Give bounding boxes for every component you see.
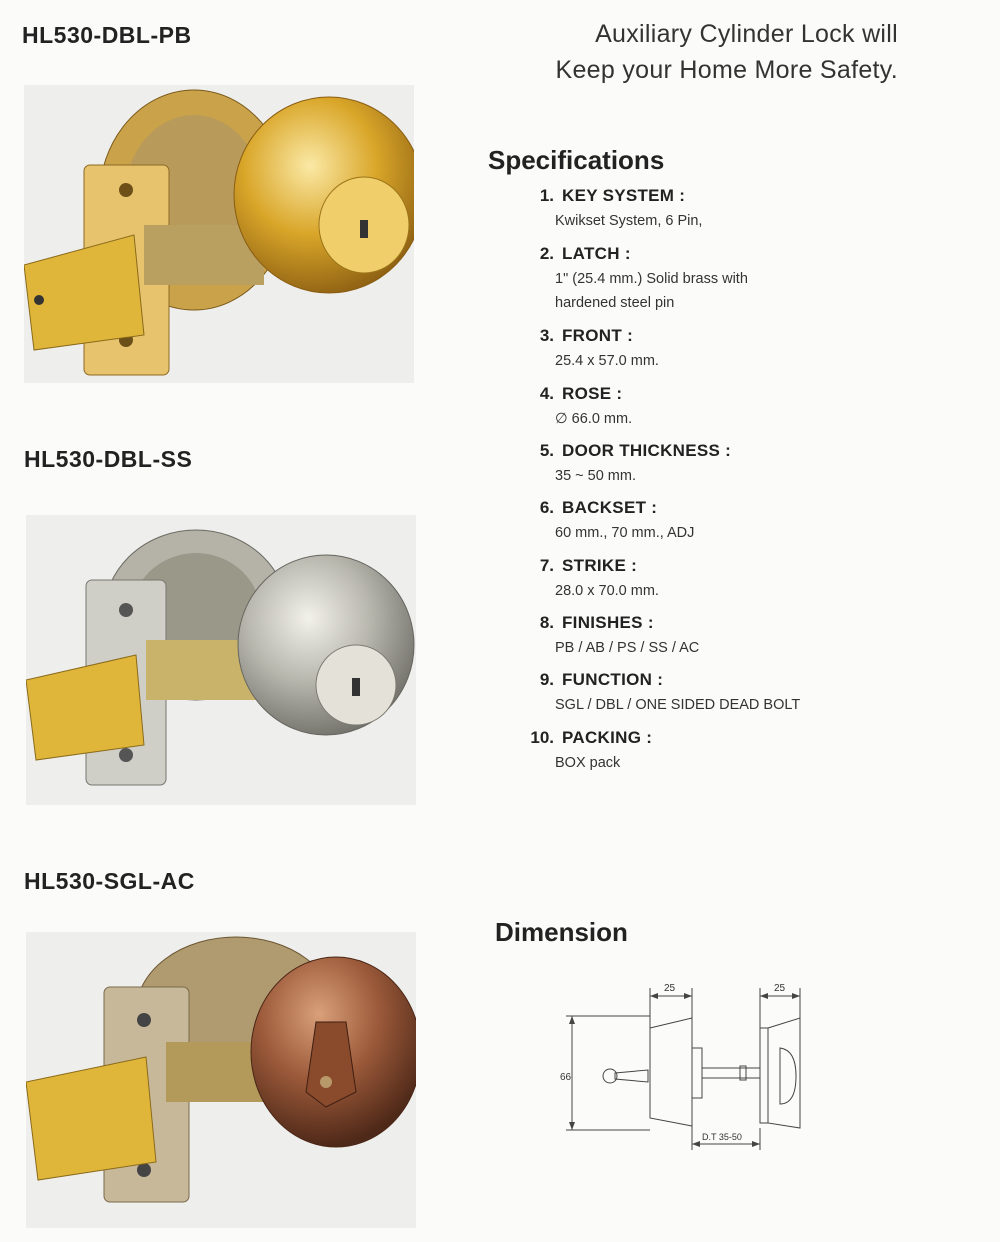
spec-label: LATCH : — [562, 244, 631, 263]
spec-item-latch — [518, 244, 958, 315]
spec-item-rose — [518, 384, 958, 431]
specifications-title: Specifications — [488, 145, 665, 175]
product-model-pb: HL530-DBL-PB — [22, 22, 192, 48]
spec-number: 5. — [539, 441, 554, 460]
spec-number: 6. — [539, 498, 554, 517]
spec-value: SGL / DBL / ONE SIDED DEAD BOLT — [555, 697, 801, 713]
spec-label: FRONT : — [562, 326, 634, 345]
spec-label: KEY SYSTEM : — [562, 186, 686, 205]
deadbolt-illustration-pb — [24, 85, 414, 383]
spec-number: 3. — [539, 326, 554, 345]
spec-number: 7. — [539, 556, 554, 575]
spec-number: 8. — [539, 613, 554, 632]
dimension-title: Dimension — [495, 917, 628, 947]
dimension-door-thickness-label: D.T 35-50 — [702, 1132, 742, 1142]
spec-label: PACKING : — [562, 728, 653, 747]
product-model-ac: HL530-SGL-AC — [24, 868, 195, 894]
spec-label: DOOR THICKNESS : — [562, 441, 732, 460]
dimension-drawing — [560, 978, 850, 1158]
spec-number: 10. — [530, 728, 554, 747]
spec-label: ROSE : — [562, 384, 623, 403]
spec-label: STRIKE : — [562, 556, 638, 575]
spec-item-key-system — [518, 186, 958, 233]
product-model-ss: HL530-DBL-SS — [24, 446, 193, 472]
spec-number: 2. — [539, 244, 554, 263]
spec-value: Kwikset System, 6 Pin, — [555, 213, 703, 229]
spec-item-finishes — [518, 613, 958, 660]
spec-value: 60 mm., 70 mm., ADJ — [555, 525, 695, 541]
spec-number: 9. — [539, 670, 554, 689]
product-photo-ss — [26, 515, 416, 805]
spec-value: 35 ~ 50 mm. — [555, 468, 636, 484]
spec-value: PB / AB / PS / SS / AC — [555, 640, 700, 656]
spec-item-packing — [518, 728, 958, 775]
spec-item-door-thickness — [518, 441, 958, 488]
tagline — [555, 16, 898, 88]
dimension-right-width-label: 25 — [774, 983, 786, 994]
spec-value: 1" (25.4 mm.) Solid brass with — [555, 271, 748, 287]
spec-item-backset — [518, 498, 958, 545]
product-photo-ac — [26, 932, 416, 1228]
deadbolt-illustration-ac — [26, 932, 416, 1228]
spec-item-front — [518, 326, 958, 373]
spec-label: FUNCTION : — [562, 670, 664, 689]
tagline-line-2: Keep your Home More Safety. — [555, 56, 898, 84]
dimension-diagram — [560, 978, 850, 1158]
spec-label: BACKSET : — [562, 498, 658, 517]
spec-item-function — [518, 670, 958, 717]
tagline-line-1: Auxiliary Cylinder Lock will — [595, 20, 898, 48]
dimension-height-label: 66 — [560, 1072, 572, 1083]
deadbolt-illustration-ss — [26, 515, 416, 805]
spec-number: 4. — [539, 384, 554, 403]
spec-number: 1. — [539, 186, 554, 205]
spec-value: 28.0 x 70.0 mm. — [555, 583, 659, 599]
spec-value: ∅ 66.0 mm. — [555, 411, 633, 427]
spec-item-strike — [518, 556, 958, 603]
spec-value: BOX pack — [555, 755, 621, 771]
spec-label: FINISHES : — [562, 613, 654, 632]
dimension-left-width-label: 25 — [664, 983, 676, 994]
spec-value-line-2: hardened steel pin — [555, 295, 675, 311]
spec-value: 25.4 x 57.0 mm. — [555, 353, 659, 369]
product-photo-pb — [24, 85, 414, 383]
